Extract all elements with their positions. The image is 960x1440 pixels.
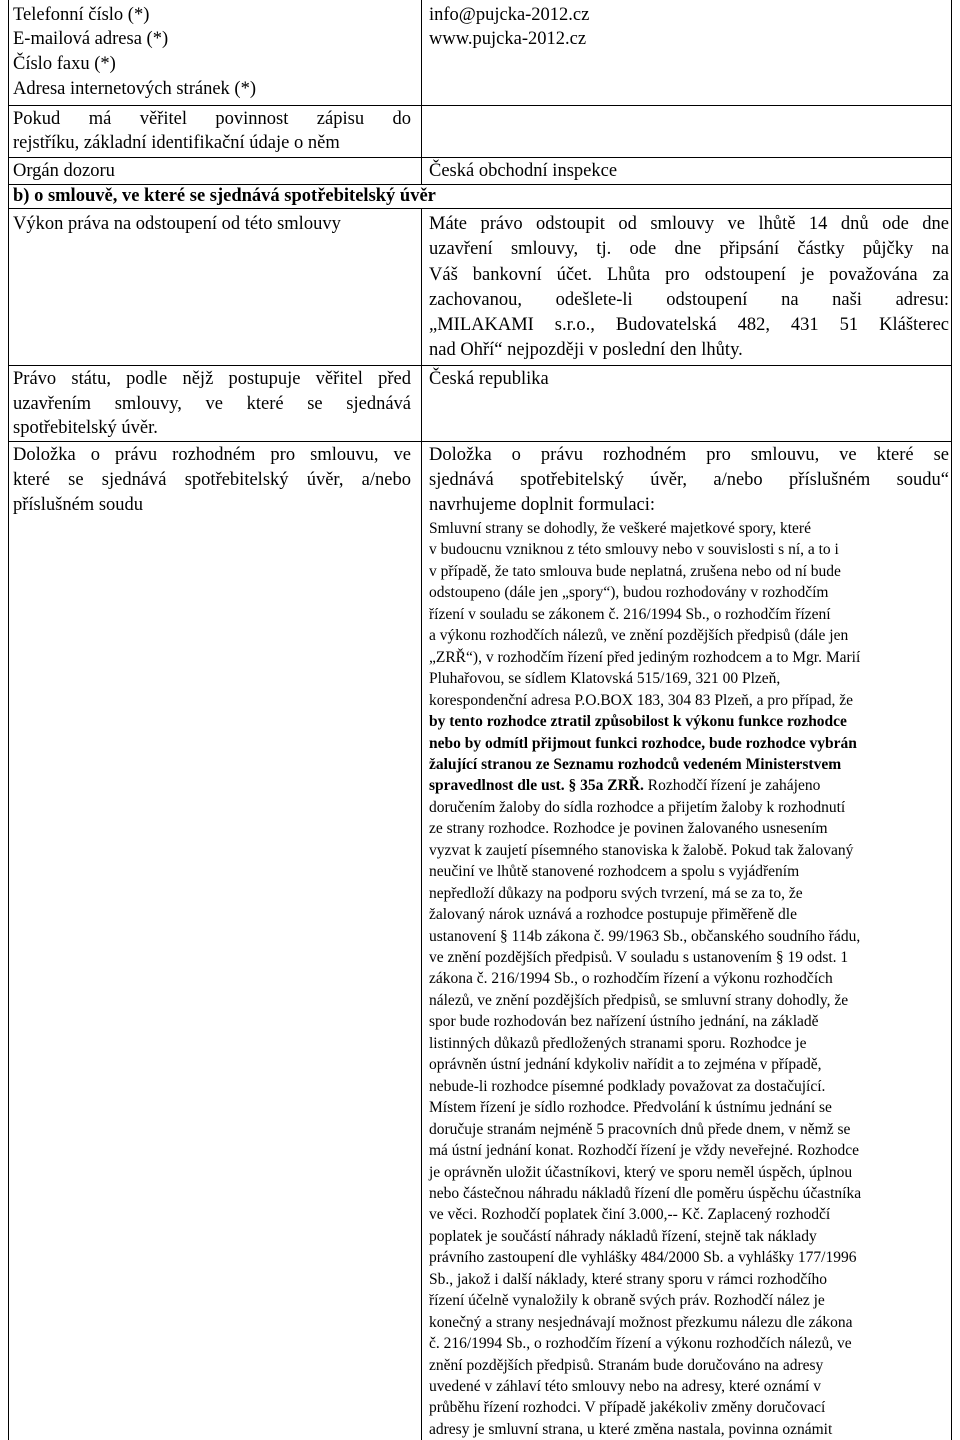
clause-line: v případě, že tato smlouva bude neplatná, zrušena nebo od ní bude [429, 562, 841, 580]
email-label: E-mailová adresa (*) [13, 29, 169, 49]
fax-label: Číslo faxu (*) [13, 54, 116, 74]
phone-value: info@pujcka-2012.cz [429, 5, 590, 25]
clause-line: má ústní jednání konat. Rozhodčí řízení je vždy neveřejné. Rozhodce [429, 1142, 859, 1160]
withdrawal-text: nad Ohří“ nejpozději v poslední den lhůty. [429, 340, 743, 360]
clause-line: nepředloží důkazy na podporu svých tvrzení, má se za to, že [429, 884, 803, 902]
governing-law-label: spotřebitelský úvěr. [13, 418, 158, 438]
clause-line: by tento rozhodce ztratil způsobilost k výkonu funkce rozhodce [429, 713, 847, 731]
clause-line: poplatek je součástí náhrady nákladů řízení, stejně tak náklady [429, 1227, 817, 1245]
clause-line: nebude-li rozhodce písemné podklady považovat za dostačující. [429, 1077, 826, 1095]
clause-line: spor bude rozhodován bez nařízení ústního jednání, na základě [429, 1013, 819, 1031]
clause-line: Smluvní strany se dohodly, že veškeré majetkové spory, které [429, 520, 811, 537]
clause-line: je oprávněn uložit účastníkovi, který ve sporu neměl úspěch, úplnou [429, 1163, 853, 1181]
clause-line: nálezů, ve znění pozdějších předpisů, se smluvní strany dohodly, že [429, 991, 849, 1009]
clause-line: žalovaný nárok uznává a rozhodce postupuje přiměřeně dle [429, 906, 797, 924]
clause-line: a výkonu rozhodčích nálezů, ve znění pozdějších předpisů (dále jen [429, 627, 849, 645]
withdrawal-label: Výkon práva na odstoupení od této smlouvy [13, 214, 341, 234]
clause-line: „ZRŘ“), v rozhodčím řízení před jediným rozhodcem a to Mgr. Marií [429, 648, 861, 666]
row-divider [9, 157, 951, 158]
clause-line: ze strany rozhodce. Rozhodce je povinen žalovaného usnesením [429, 820, 828, 838]
clause-line: řízení účelně vynaložily k obraně svých práv. Rozhodčí nález je [429, 1292, 825, 1310]
jurisdiction-label: Doložka o právu rozhodném pro smlouvu, ve [13, 445, 411, 465]
jurisdiction-intro: Doložka o právu rozhodném pro smlouvu, ve které se [429, 445, 949, 465]
clause-line: doručením žaloby do sídla rozhodce a přijetím žaloby k rozhodnutí [429, 798, 846, 816]
clause-line: oprávněn ústní jednání kdykoliv nařídit a to zejména v případě, [429, 1056, 822, 1074]
clause-line: zákona č. 216/1994 Sb., o rozhodčím řízení a výkonu rozhodčích [429, 970, 833, 988]
phone-label: Telefonní číslo (*) [13, 5, 150, 25]
clause-line: spravedlnost dle ust. § 35a ZRŘ. Rozhodčí řízení je zahájeno [429, 777, 821, 795]
clause-line: právního zastoupení dle vyhlášky 484/2000 Sb. a vyhlášky 177/1996 [429, 1249, 857, 1267]
clause-line: listinných důkazů předložených stranami sporu. Rozhodce je [429, 1034, 807, 1052]
row-divider [9, 365, 951, 366]
clause-line: průběhu řízení rozhodci. V případě jakékoliv změny doručovací [429, 1399, 826, 1417]
clause-line: č. 216/1994 Sb., o rozhodčím řízení a výkonu rozhodčích nálezů, ve [429, 1335, 852, 1353]
clause-line: vyzvat k zaujetí písemného stanoviska k žalobě. Pokud tak žalovaný [429, 841, 854, 859]
supervisor-label: Orgán dozoru [13, 161, 115, 181]
website-label: Adresa internetových stránek (*) [13, 79, 256, 99]
row-divider [9, 105, 951, 106]
clause-line: uvedené v záhlaví této smlouvy nebo na adresy, které oznámí v [429, 1378, 821, 1395]
jurisdiction-label: příslušném soudu [13, 495, 144, 515]
registration-label: rejstříku, základní identifikační údaje o něm [13, 133, 340, 153]
clause-line: adresy je smluvní strana, u které změna nastala, povinna oznámit [429, 1420, 833, 1438]
row-divider [9, 441, 951, 442]
withdrawal-text: „MILAKAMI s.r.o., Budovatelská 482, 431 51 Klášterec [429, 315, 949, 335]
row-divider [9, 208, 951, 209]
jurisdiction-label: které se sjednává spotřebitelský úvěr, a/nebo [13, 470, 411, 490]
clause-line: v budoucnu vzniknou z této smlouvy nebo v souvislosti s ní, a to i [429, 541, 839, 559]
clause-line: konečný a strany nesjednávají možnost přezkumu nálezu dle zákona [429, 1313, 853, 1331]
column-divider [421, 208, 422, 1440]
registration-label: Pokud má věřitel povinnost zápisu do [13, 109, 411, 129]
governing-law-label: uzavřením smlouvy, ve které se sjednává [13, 394, 411, 414]
clause-line: žalující stranou ze Seznamu rozhodců vedeném Ministerstvem [429, 755, 842, 773]
clause-line: neučiní ve lhůtě stanovené rozhodcem a spolu s vyjádřením [429, 863, 800, 881]
clause-line: Pluhařovou, se sídlem Klatovská 515/169, 321 00 Plzeň, [429, 670, 781, 688]
clause-line: ve znění pozdějších předpisů. V souladu s ustanovením § 19 odst. 1 [429, 949, 849, 966]
clause-line: ustanovení § 114b zákona č. 99/1963 Sb., občanského soudního řádu, [429, 927, 861, 945]
clause-line: Místem řízení je sídlo rozhodce. Předvolání k ústnímu jednání se [429, 1099, 832, 1117]
withdrawal-text: zachovanou, odešlete-li odstoupení na naši adresu: [429, 290, 949, 310]
clause-line: znění pozdějších předpisů. Stranám bude doručováno na adresy [429, 1356, 824, 1374]
clause-line: doručuje stranám nejméně 5 pracovních dnů přede dnem, v němž se [429, 1120, 851, 1138]
section-b-heading: b) o smlouvě, ve které se sjednává spotřebitelský úvěr [13, 186, 436, 206]
clause-line: řízení v souladu se zákonem č. 216/1994 Sb., o rozhodčím řízení [429, 605, 831, 623]
clause-line: Sb., jakož i další náklady, které strany sporu v rámci rozhodčího [429, 1270, 828, 1288]
withdrawal-text: uzavření smlouvy, tj. ode dne připsání částky půjčky na [429, 239, 949, 259]
email-value: www.pujcka-2012.cz [429, 29, 587, 49]
supervisor-value: Česká obchodní inspekce [429, 161, 618, 181]
jurisdiction-intro: sjednává spotřebitelský úvěr, a/nebo příslušném soudu“ [429, 470, 949, 490]
governing-law-label: Právo státu, podle nějž postupuje věřitel před [13, 369, 411, 389]
clause-line: nebo částečnou náhradu nákladů řízení dle poměru úspěchu účastníka [429, 1184, 862, 1202]
clause-line: odstoupeno (dále jen „spory“), budou rozhodovány v rozhodčím [429, 584, 829, 602]
clause-line: korespondenční adresa P.O.BOX 183, 304 83 Plzeň, a pro případ, že [429, 691, 854, 709]
withdrawal-text: Máte právo odstoupit od smlouvy ve lhůtě 14 dnů ode dne [429, 214, 949, 234]
document-table [8, 0, 952, 1440]
withdrawal-text: Váš bankovní účet. Lhůta pro odstoupení je považována za [429, 265, 949, 285]
jurisdiction-intro: navrhujeme doplnit formulaci: [429, 495, 656, 515]
clause-line: nebo by odmítl přijmout funkci rozhodce, bude rozhodce vybrán [429, 734, 857, 752]
governing-law-value: Česká republika [429, 369, 549, 389]
clause-line: ve věci. Rozhodčí poplatek činí 3.000,-- Kč. Zaplacený rozhodčí [429, 1206, 831, 1224]
